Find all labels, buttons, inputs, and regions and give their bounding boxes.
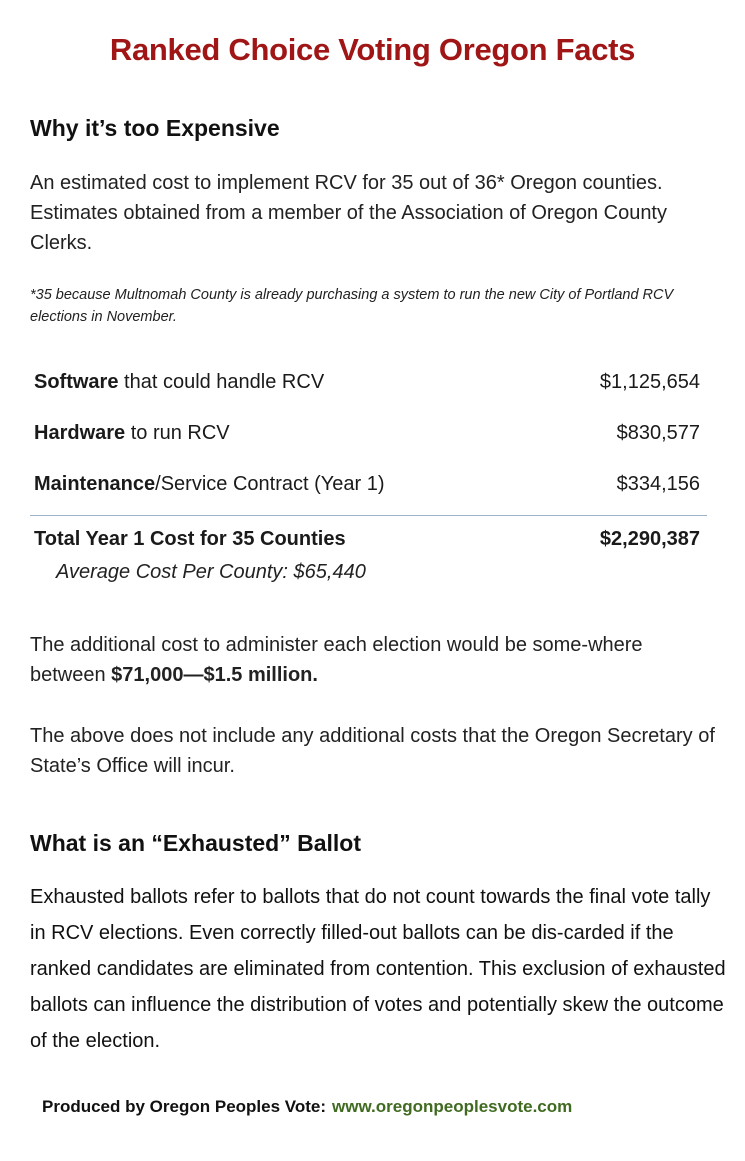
footnote: *35 because Multnomah County is already purchasing a system to run the new City of Portland RCV elections in November.	[30, 287, 674, 325]
sos-paragraph: The above does not include any additional costs that the Oregon Secretary of State’s Office will incur.	[30, 725, 715, 777]
footer-url-link[interactable]: www.oregonpeoplesvote.com	[332, 1097, 573, 1116]
total-row	[34, 524, 700, 554]
cost-label: Maintenance/Service Contract (Year 1)	[34, 472, 385, 495]
footer	[42, 1097, 572, 1117]
page-title: Ranked Choice Voting Oregon Facts	[109, 32, 636, 67]
cost-amount: $1,125,654	[599, 370, 700, 393]
cost-row-maintenance	[34, 469, 700, 499]
cost-amount: $830,577	[616, 421, 700, 444]
additional-cost-paragraph: The additional cost to administer each election would be some-where between $71,000—$1.5 million.	[30, 634, 643, 686]
cost-row-hardware	[34, 418, 700, 448]
average-cost: Average Cost Per County: $65,440	[56, 561, 366, 583]
section-heading-expensive: Why it’s too Expensive	[30, 115, 280, 141]
additional-cost-range: $71,000—$1.5 million.	[111, 664, 318, 686]
total-amount: $2,290,387	[599, 527, 700, 550]
cost-label: Hardware to run RCV	[34, 421, 230, 444]
section-heading-exhausted: What is an “Exhausted” Ballot	[30, 830, 361, 856]
footer-produced-by: Produced by Oregon Peoples Vote:	[42, 1097, 327, 1116]
exhausted-paragraph: Exhausted ballots refer to ballots that do not count towards the final vote tally in RCV elections. Even correctly filled-out ballots can be dis-carded if the ranked candidates are eliminated from contention. This exclusion of exhausted ballots can influence the distribution of votes and potentially skew the outcome of the election.	[30, 886, 726, 1052]
cost-row-software	[34, 367, 700, 397]
cost-label: Software that could handle RCV	[34, 370, 325, 393]
cost-amount: $334,156	[616, 472, 700, 495]
table-divider	[30, 515, 707, 516]
total-label: Total Year 1 Cost for 35 Counties	[34, 527, 346, 550]
intro-paragraph: An estimated cost to implement RCV for 35 out of 36* Oregon counties. Estimates obtained from a member of the Association of Oregon County Clerks.	[30, 172, 667, 254]
